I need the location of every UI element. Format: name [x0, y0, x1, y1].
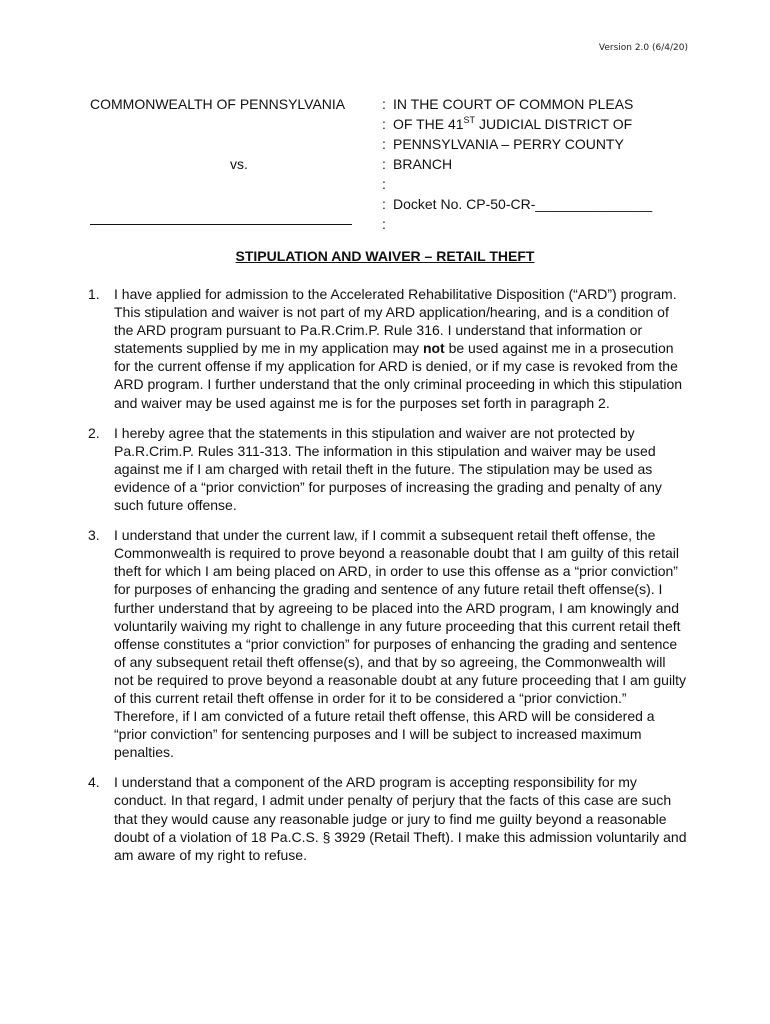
paragraph-number: 4.: [88, 774, 100, 791]
version-label: Version 2.0 (6/4/20): [598, 43, 688, 53]
colon: :: [382, 96, 386, 112]
document-title: STIPULATION AND WAIVER – RETAIL THEFT: [235, 248, 535, 264]
paragraph: [88, 526, 688, 761]
colon: :: [382, 196, 386, 212]
court-line-3: PENNSYLVANIA – PERRY COUNTY: [393, 136, 624, 152]
paragraph: [88, 424, 688, 514]
paragraph-number: 2.: [88, 424, 100, 441]
paragraph-text: I have applied for admission to the Accelerated Rehabilitative Disposition (“ARD”) program. This stipulation and waiver is not part of my ARD application/hearing, and is a condition of the ARD program pursuant to Pa.R.Crim.P. Rule 316. I understand that information or statements supplied by me in my application may not be used against me in a prosecution for the current offense if my application for ARD is denied, or if my case is revoked from the ARD program. I further understand that the only criminal proceeding in which this stipulation and waiver may be used against me is for the purposes set forth in paragraph 2.: [114, 286, 683, 411]
court-line-1: IN THE COURT OF COMMON PLEAS: [393, 96, 634, 112]
numbered-paragraphs: [88, 285, 688, 876]
colon: :: [382, 116, 386, 132]
versus-label: vs.: [230, 156, 248, 172]
caption-colons: [382, 94, 392, 234]
court-line-2: OF THE 41ST JUDICIAL DISTRICT OF: [393, 115, 633, 132]
paragraph: [88, 773, 688, 863]
plaintiff-name: COMMONWEALTH OF PENNSYLVANIA: [90, 96, 346, 112]
paragraph-text: I understand that under the current law, if I commit a subsequent retail theft offense, the Commonwealth is required to prove beyond a reasonable doubt that I am guilty of this retail theft for which I am being placed on ARD, in order to use this offense as a “prior conviction” for purposes of enhancing the grading and sentence of any future retail theft offense(s). I further understand that by agreeing to be placed into the ARD program, I am knowingly and voluntarily waiving my right to challenge in any future proceeding that this current retail theft offense constitutes a “prior conviction” for purposes of enhancing the grading and sentence of any subsequent retail theft offense(s), and that by so agreeing, the Commonwealth will not be required to prove beyond a reasonable doubt at any future proceeding that I am guilty of this current retail theft offense in order for it to be considered a “prior conviction.” Therefore, if I am convicted of a future retail theft offense, this ARD will be considered a “prior conviction” for sentencing purposes and I will be subject to increased maximum penalties.: [114, 527, 687, 761]
paragraph-number: 1.: [88, 286, 100, 302]
colon: :: [382, 216, 386, 232]
caption-parties: [90, 94, 370, 174]
colon: :: [382, 176, 386, 192]
colon: :: [382, 156, 386, 172]
paragraph: [88, 285, 688, 412]
docket-number: Docket No. CP-50-CR-_______________: [393, 196, 653, 212]
paragraph-text: I hereby agree that the statements in this stipulation and waiver are not protected by Pa.R.Crim.P. Rules 311-313. The information in this stipulation and waiver may be used against me if I am charged with retail theft in the future. The stipulation may be used as evidence of a “prior conviction” for purposes of increasing the grading and penalty of any such future offense.: [114, 424, 662, 514]
colon: :: [382, 136, 386, 152]
court-line-4: BRANCH: [393, 156, 453, 172]
court-name: [393, 94, 703, 214]
paragraph-text: I understand that a component of the ARD program is accepting responsibility for my conduct. In that regard, I admit under penalty of perjury that the facts of this case are such that they would cause any reasonable judge or jury to find me guilty beyond a reasonable doubt of a violation of 18 Pa.C.S. § 3929 (Retail Theft). I make this admission voluntarily and am aware of my right to refuse.: [114, 774, 687, 863]
defendant-name-line: [90, 224, 352, 225]
paragraph-number: 3.: [88, 527, 100, 544]
